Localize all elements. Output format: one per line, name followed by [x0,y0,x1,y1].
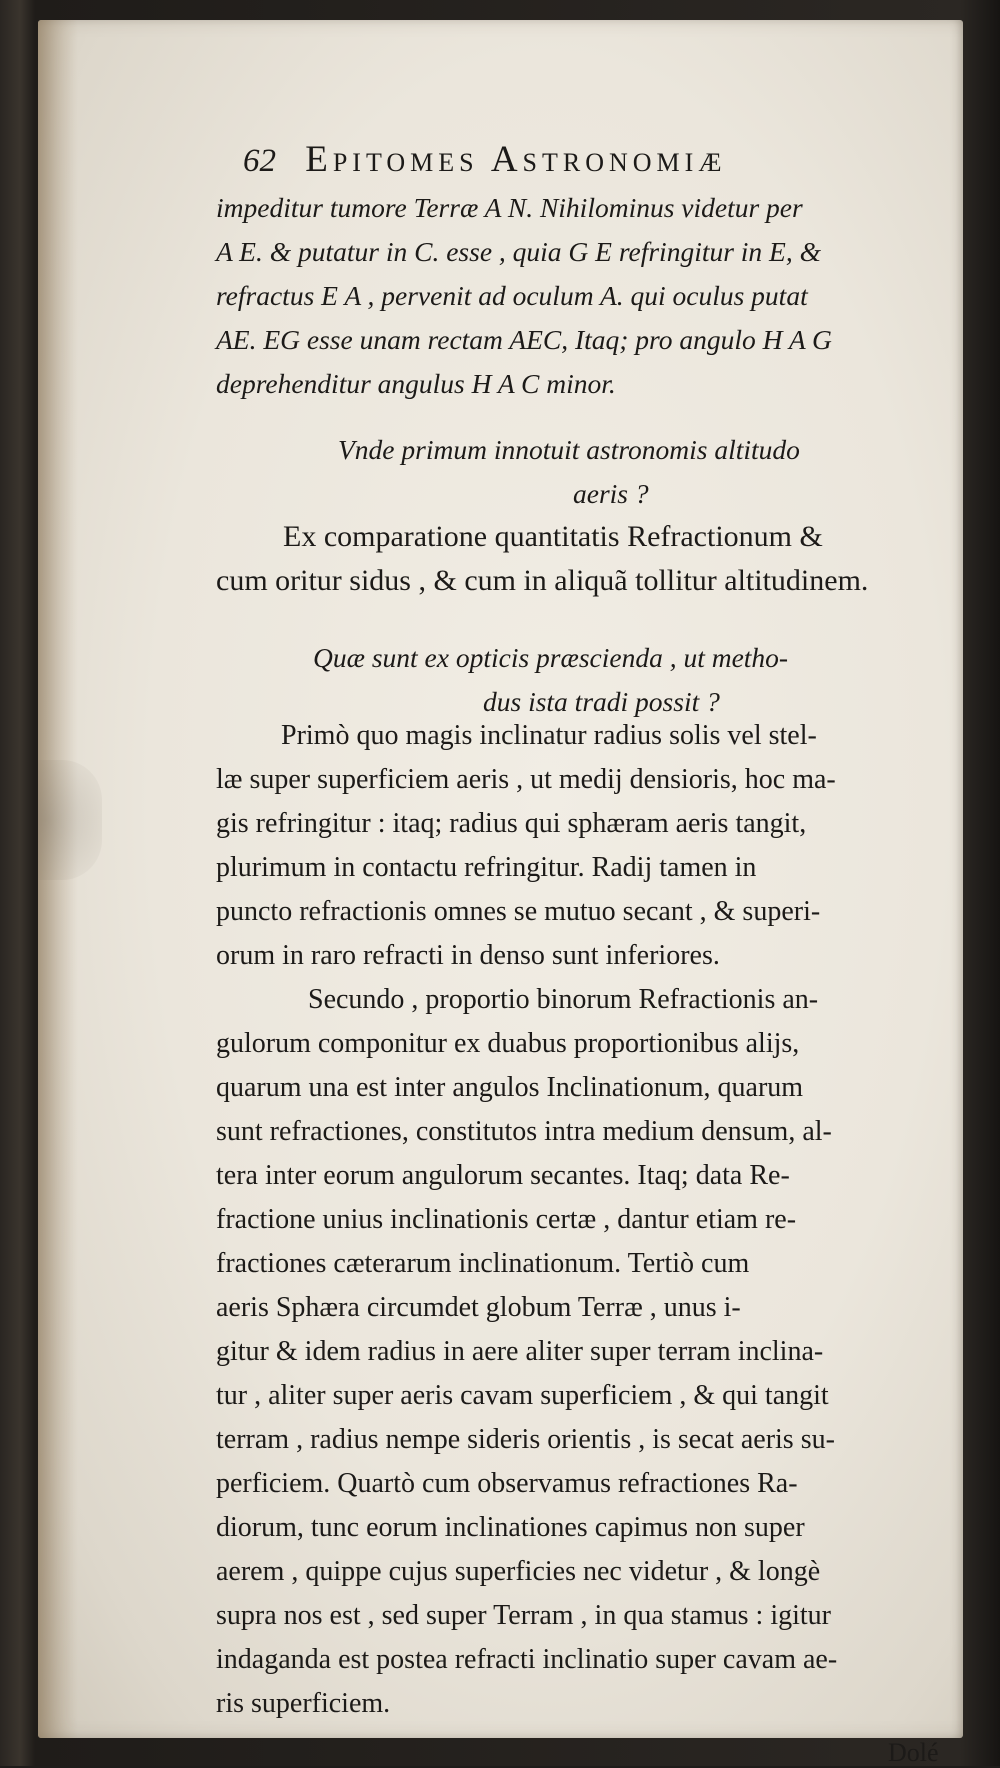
question-line: Quæ sunt ex opticis præscienda , ut metho- [313,642,789,673]
text-line: fractiones cæterarum inclinationum. Tertiò cum [216,1248,750,1279]
text-line: puncto refractionis omnes se mutuo secant , & superi- [216,896,821,927]
text-line: plurimum in contactu refringitur. Radij tamen in [216,852,757,883]
question-line: Vnde primum innotuit astronomis altitudo [338,434,800,465]
running-header [243,138,963,181]
text-line: Secundo , proportio binorum Refractionis an- [308,984,819,1015]
text-line: aeris Sphæra circumdet globum Terræ , unus i- [216,1292,741,1323]
catchword: Dolé [888,1738,939,1767]
page-number: 62 [243,143,276,179]
text-line: fractione unius inclinationis certæ , dantur etiam re- [216,1204,797,1235]
text-line: perficiem. Quartò cum observamus refractiones Ra- [216,1468,798,1499]
question-line: aeris ? [573,478,649,509]
text-line: deprehenditur angulus H A C minor. [216,368,616,399]
text-line: diorum, tunc eorum inclinationes capimus non super [216,1512,805,1543]
text-line: A E. & putatur in C. esse , quia G E refringitur in E, & [216,236,821,267]
text-line: sunt refractiones, constitutos intra medium densum, al- [216,1116,832,1147]
text-line: ris superficiem. [216,1688,391,1719]
question-line: dus ista tradi possit ? [483,686,720,717]
text-line: cum oritur sidus , & cum in aliquã tollitur altitudinem. [216,564,869,597]
text-line: Primò quo magis inclinatur radius solis vel stel- [281,720,817,751]
clasp-shadow [38,760,102,880]
text-line: refractus E A , pervenit ad oculum A. qui oculus putat [216,280,808,311]
text-line: læ super superficiem aeris , ut medij densioris, hoc ma- [216,764,836,795]
text-line: AE. EG esse unam rectam AEC, Itaq; pro angulo H A G [216,324,832,355]
text-line: tur , aliter super aeris cavam superficiem , & qui tangit [216,1380,829,1411]
text-line: gulorum componitur ex duabus proportionibus alijs, [216,1028,800,1059]
text-line: orum in raro refracti in denso sunt inferiores. [216,940,720,971]
text-line: Ex comparatione quantitatis Refractionum & [283,520,823,553]
book-page [38,20,963,1738]
text-line: impeditur tumore Terræ A N. Nihilominus videtur per [216,192,803,223]
text-line: gitur & idem radius in aere aliter super terram inclina- [216,1336,824,1367]
text-line: tera inter eorum angulorum secantes. Itaq; data Re- [216,1160,790,1191]
running-title: Epitomes Astronomiæ [305,139,727,180]
text-line: indaganda est postea refracti inclinatio super cavam ae- [216,1644,838,1675]
text-line: terram , radius nempe sideris orientis , is secat aeris su- [216,1424,835,1455]
text-line: quarum una est inter angulos Inclinationum, quarum [216,1072,804,1103]
text-line: aerem , quippe cujus superficies nec videtur , & longè [216,1556,821,1587]
text-line: gis refringitur : itaq; radius qui sphæram aeris tangit, [216,808,807,839]
text-line: supra nos est , sed super Terram , in qua stamus : igitur [216,1600,831,1631]
